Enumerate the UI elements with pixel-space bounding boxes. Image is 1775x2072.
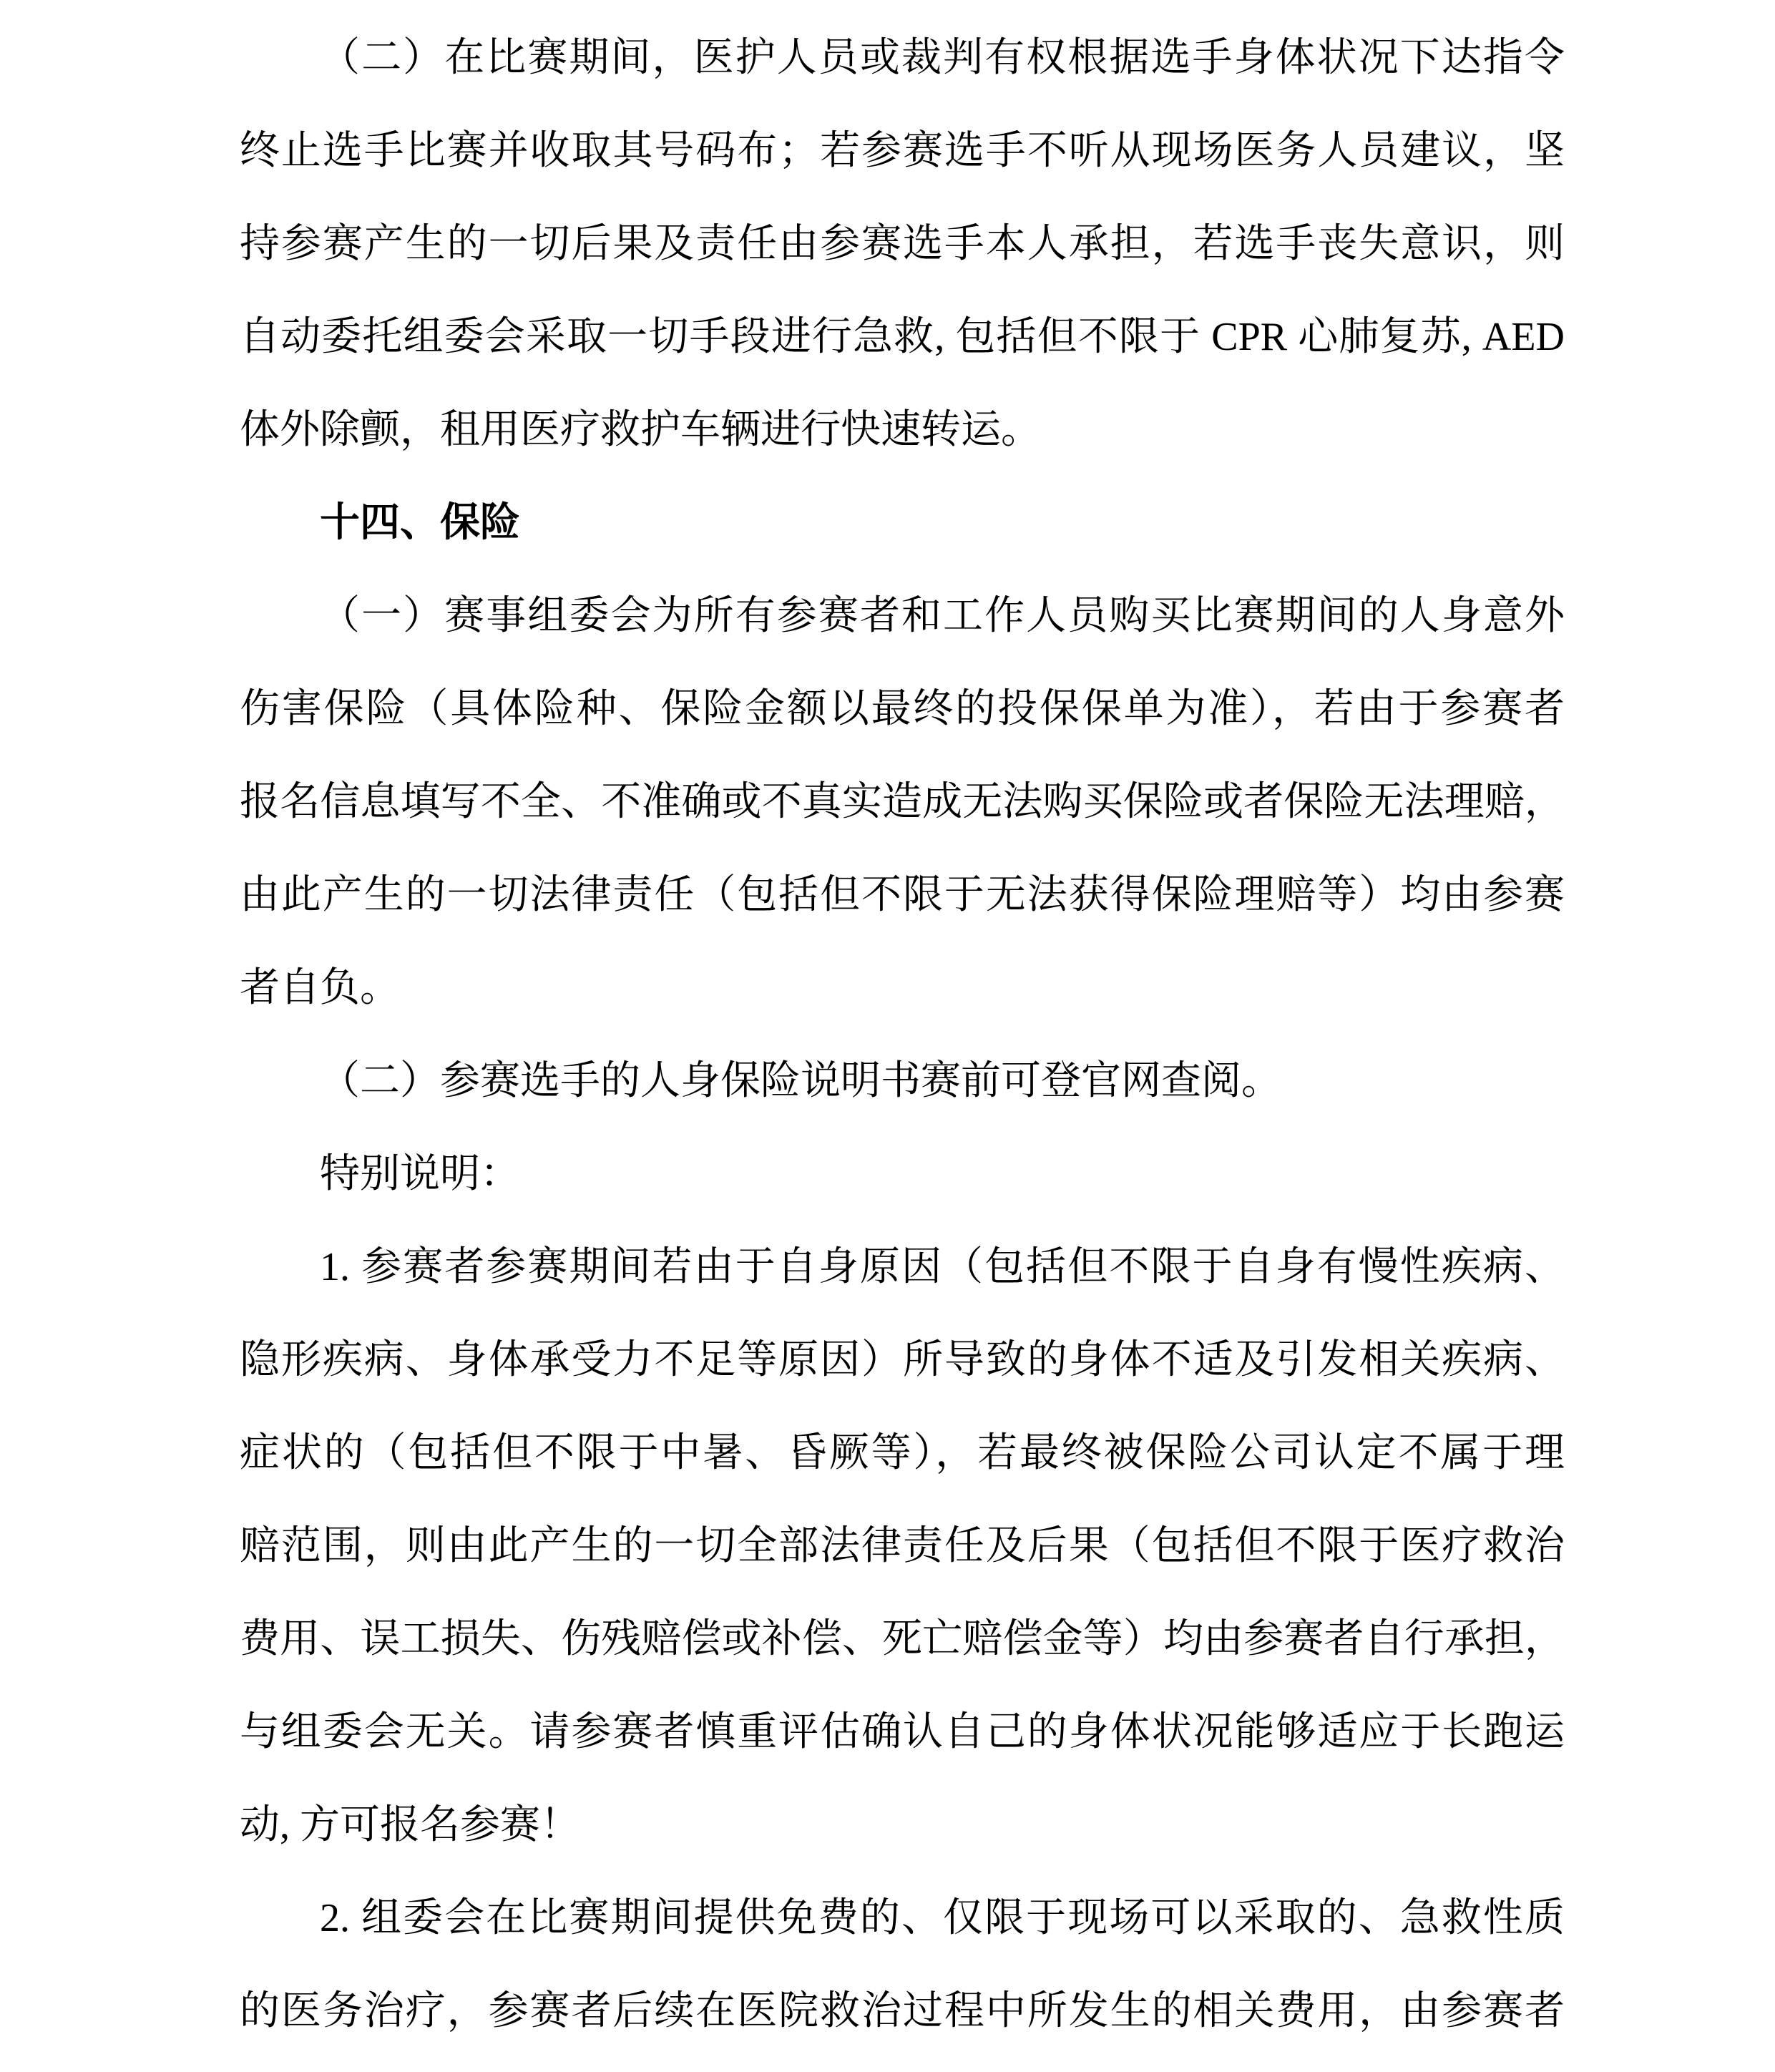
text-line: 隐形疾病、身体承受力不足等原因）所导致的身体不适及引发相关疾病、 [240,1338,1565,1382]
text-line: （一）赛事组委会为所有参赛者和工作人员购买比赛期间的人身意外 [320,594,1565,638]
text-line: 1. 参赛者参赛期间若由于自身原因（包括但不限于自身有慢性疾病、 [320,1245,1565,1289]
text-line: 持参赛产生的一切后果及责任由参赛选手本人承担，若选手丧失意识，则 [240,222,1565,266]
text-line: 费用、误工损失、伤残赔偿或补偿、死亡赔偿金等）均由参赛者自行承担， [240,1617,1565,1661]
text-line: 报名信息填写不全、不准确或不真实造成无法购买保险或者保险无法理赔， [240,780,1565,824]
text-line: 2. 组委会在比赛期间提供免费的、仅限于现场可以采取的、急救性质 [320,1896,1565,1940]
text-line: （二）参赛选手的人身保险说明书赛前可登官网查阅。 [320,1059,1281,1103]
text-line: 终止选手比赛并收取其号码布；若参赛选手不听从现场医务人员建议，坚 [240,129,1565,173]
text-line: 的医务治疗，参赛者后续在医院救治过程中所发生的相关费用，由参赛者 [240,1989,1565,2033]
text-line: 伤害保险（具体险种、保险金额以最终的投保保单为准），若由于参赛者 [240,687,1565,731]
text-line: 特别说明： [320,1152,520,1196]
text-line: 体外除颤，租用医疗救护车辆进行快速转运。 [240,408,1041,452]
text-line: 者自负。 [240,966,400,1010]
document-body [240,11,1565,2058]
text-line: 症状的（包括但不限于中暑、昏厥等），若最终被保险公司认定不属于理 [240,1431,1565,1475]
text-line: 自动委托组委会采取一切手段进行急救, 包括但不限于 CPR 心肺复苏, AED [240,315,1565,359]
text-line: 动, 方可报名参赛！ [240,1803,580,1847]
section-heading: 十四、保险 [320,501,520,545]
text-line: 与组委会无关。请参赛者慎重评估确认自己的身体状况能够适应于长跑运 [240,1710,1565,1754]
text-line: 由此产生的一切法律责任（包括但不限于无法获得保险理赔等）均由参赛 [240,873,1565,917]
text-line: （二）在比赛期间，医护人员或裁判有权根据选手身体状况下达指令 [320,36,1565,80]
text-line: 赔范围，则由此产生的一切全部法律责任及后果（包括但不限于医疗救治 [240,1524,1565,1568]
